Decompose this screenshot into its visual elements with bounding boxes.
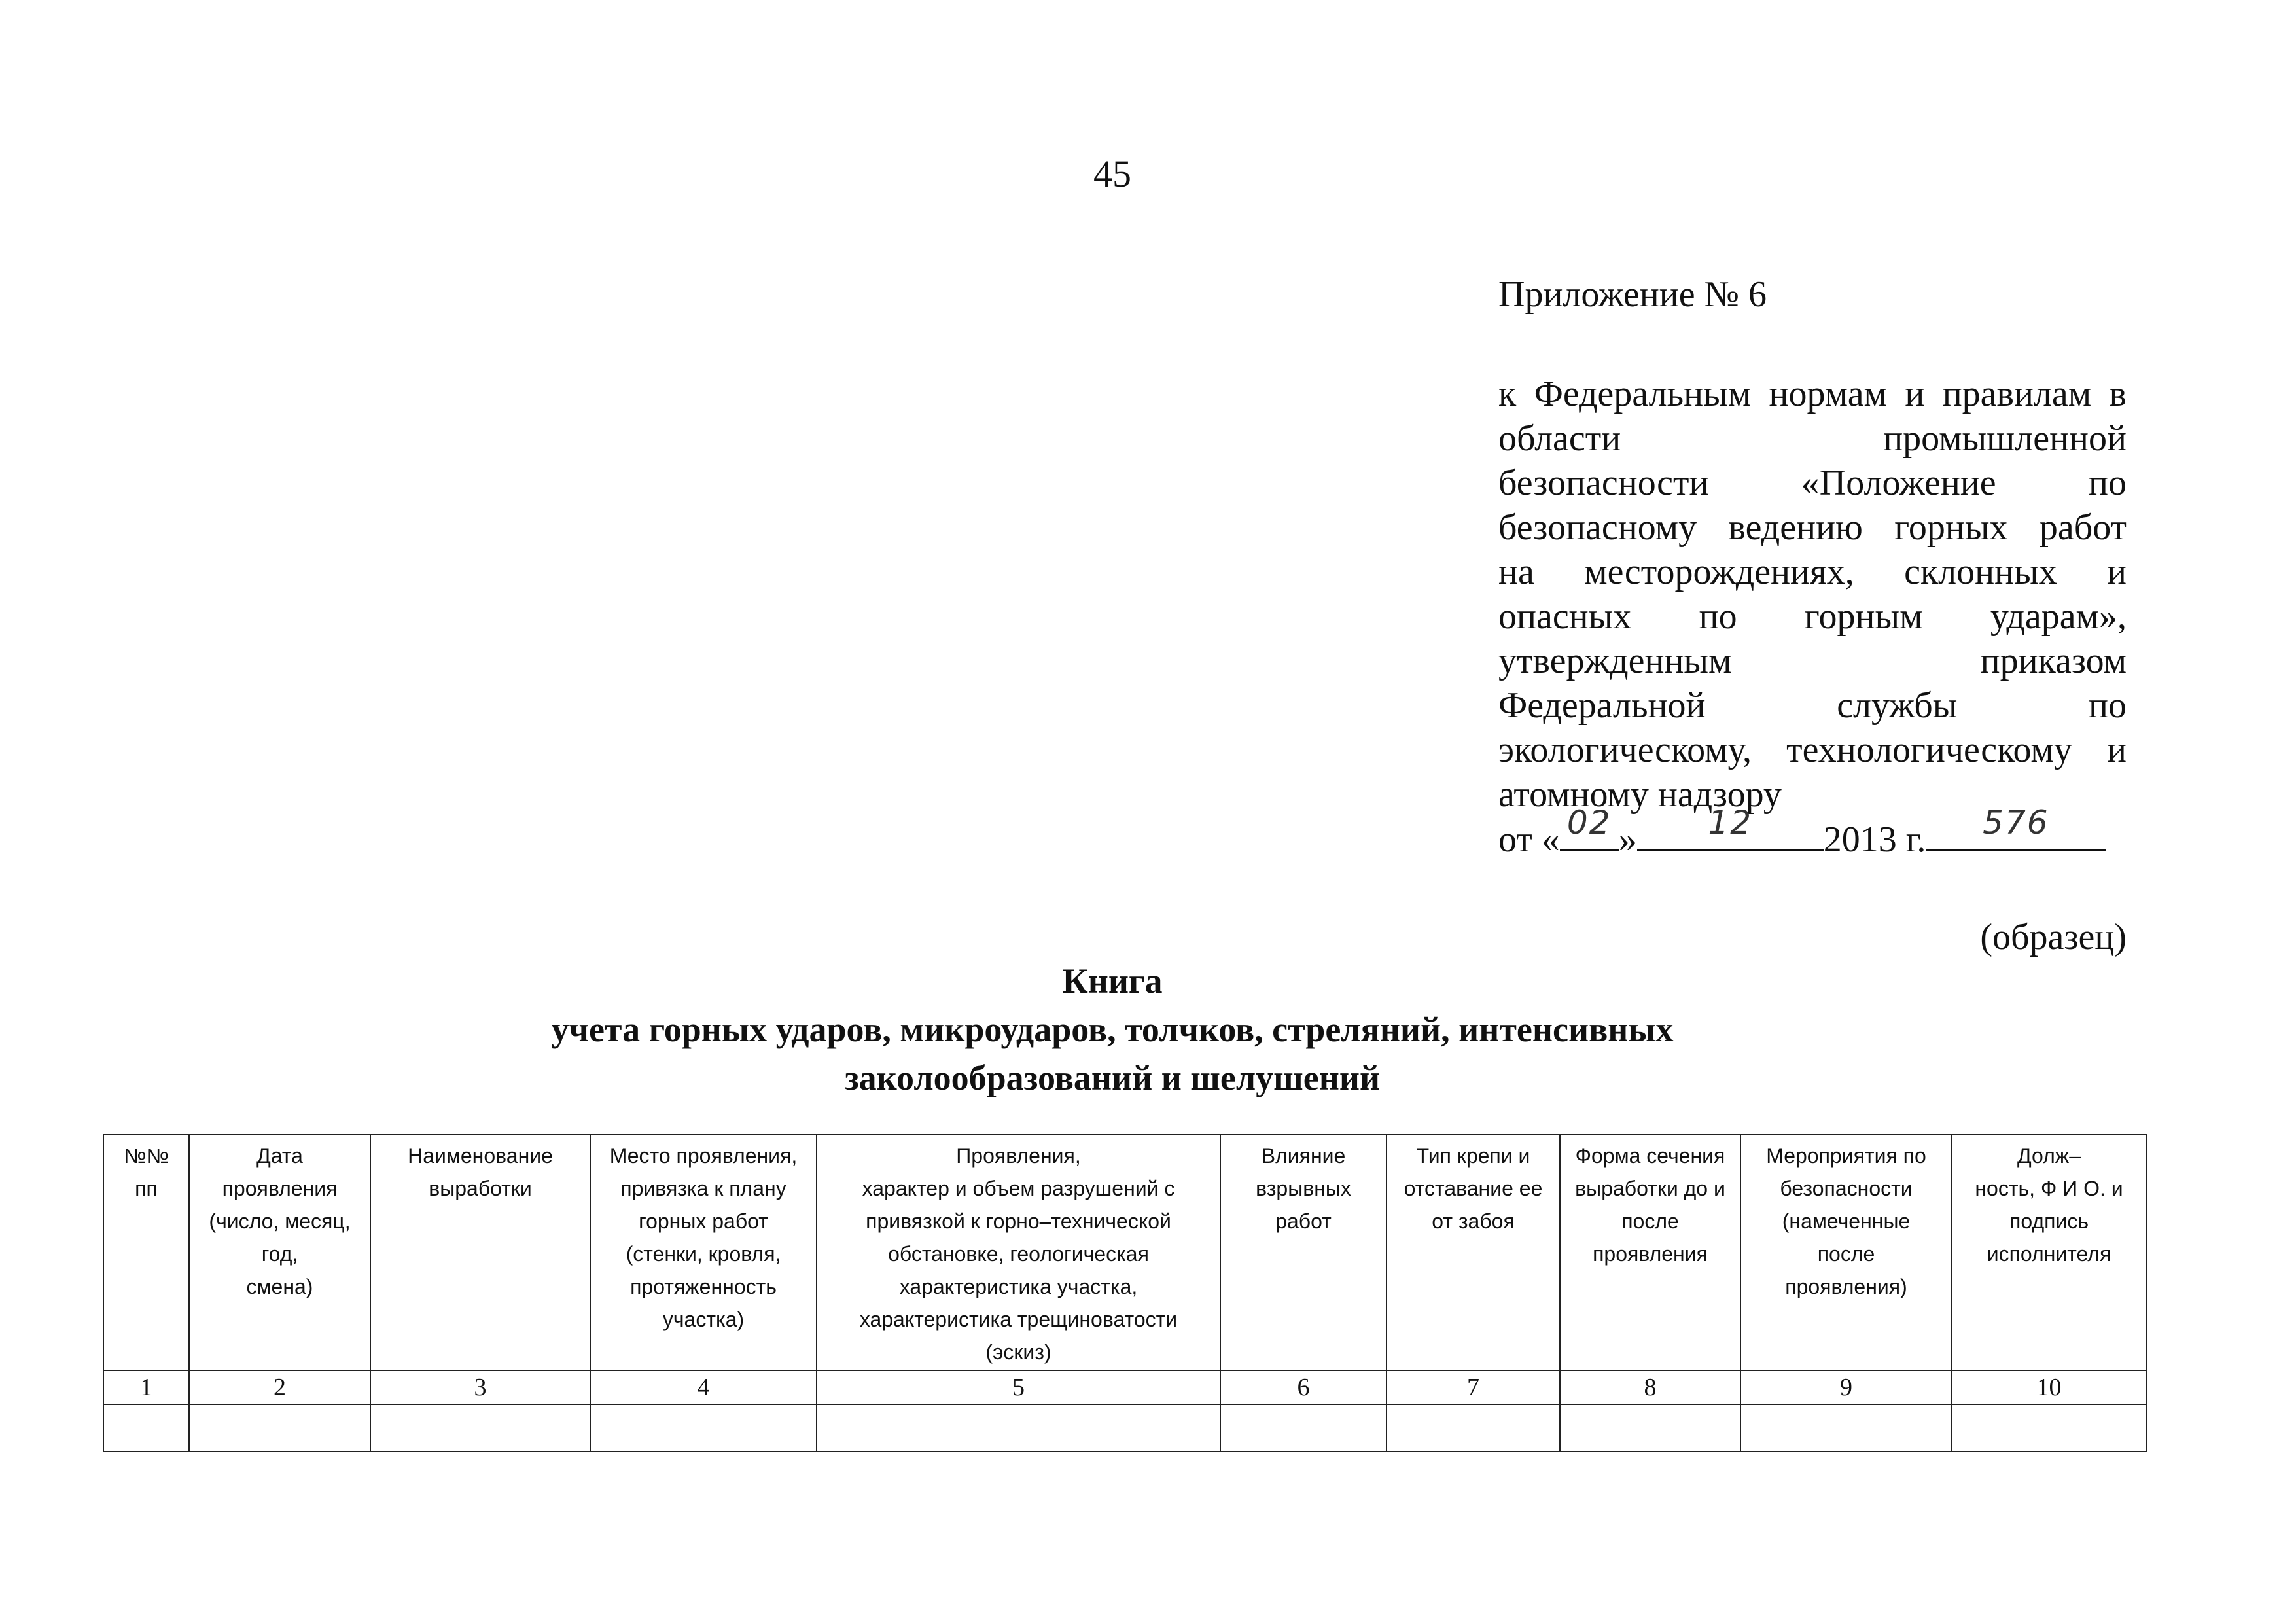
book-heading-line1: Книга xyxy=(1062,961,1163,1001)
empty-cell xyxy=(817,1404,1220,1452)
book-heading-line2: учета горных ударов, микроударов, толчков, стреляний, интенсивных xyxy=(551,1010,1674,1049)
date-prefix: от « xyxy=(1498,819,1560,860)
book-heading xyxy=(327,957,1898,1102)
sample-note: (образец) xyxy=(1980,917,2127,957)
header-cell: Долж– ность, Ф И О. и подпись исполнителя xyxy=(1952,1135,2146,1370)
book-heading-line3: заколообразований и шелушений xyxy=(844,1058,1381,1097)
appendix-line: области промышленной xyxy=(1498,418,2127,459)
order-date-line xyxy=(1498,804,2127,863)
date-month-blank xyxy=(1637,804,1824,851)
appendix-line: атомному надзору xyxy=(1498,774,1782,815)
empty-entry-row xyxy=(103,1404,2146,1452)
column-number-cell: 7 xyxy=(1386,1370,1560,1404)
empty-cell xyxy=(590,1404,817,1452)
column-number-cell: 6 xyxy=(1220,1370,1386,1404)
header-cell: Дата проявления (число, месяц, год, смена) xyxy=(189,1135,370,1370)
appendix-line: утвержденным приказом xyxy=(1498,641,2127,681)
appendix-line: безопасному ведению горных работ xyxy=(1498,507,2127,548)
appendix-line: экологическому, технологическому и xyxy=(1498,730,2127,770)
appendix-line: безопасности «Положение по xyxy=(1498,463,2127,503)
appendix-line: Федеральной службы по xyxy=(1498,685,2127,726)
empty-cell xyxy=(189,1404,370,1452)
date-month: 12 xyxy=(1708,804,1753,842)
header-cell: Наименование выработки xyxy=(370,1135,590,1370)
column-number-cell: 8 xyxy=(1560,1370,1740,1404)
appendix-title: Приложение № 6 xyxy=(1498,274,1767,315)
date-day: 02 xyxy=(1566,804,1612,842)
column-number-cell: 10 xyxy=(1952,1370,2146,1404)
date-day-blank xyxy=(1560,804,1619,851)
appendix-line: к Федеральным нормам и правилам в xyxy=(1498,374,2127,414)
column-number-cell: 3 xyxy=(370,1370,590,1404)
column-number-cell: 1 xyxy=(103,1370,189,1404)
table-header-row xyxy=(103,1135,2146,1370)
empty-cell xyxy=(1386,1404,1560,1452)
header-cell: №№ пп xyxy=(103,1135,189,1370)
appendix-line: на месторождениях, склонных и xyxy=(1498,552,2127,592)
header-cell: Место проявления, привязка к плану горных работ (стенки, кровля, протяженность участка) xyxy=(590,1135,817,1370)
date-close: » xyxy=(1618,819,1637,860)
journal-table xyxy=(103,1134,2147,1452)
appendix-block xyxy=(1498,372,2127,863)
header-cell: Тип крепи и отставание ее от забоя xyxy=(1386,1135,1560,1370)
column-number-cell: 4 xyxy=(590,1370,817,1404)
column-number-cell: 5 xyxy=(817,1370,1220,1404)
header-cell: Мероприятия по безопасности (намеченные после проявления) xyxy=(1740,1135,1952,1370)
empty-cell xyxy=(1560,1404,1740,1452)
header-cell: Проявления, характер и объем разрушений с привязкой к горно–технической обстановке, геологическая характеристика участка, характеристика трещиноватости (эскиз) xyxy=(817,1135,1220,1370)
header-cell: Форма сечения выработки до и после проявления xyxy=(1560,1135,1740,1370)
column-number-row xyxy=(103,1370,2146,1404)
empty-cell xyxy=(103,1404,189,1452)
appendix-line: опасных по горным ударам», xyxy=(1498,596,2127,637)
date-year: 2013 г. xyxy=(1823,819,1926,860)
order-number: 576 xyxy=(1983,804,2049,842)
column-number-cell: 2 xyxy=(189,1370,370,1404)
empty-cell xyxy=(1220,1404,1386,1452)
order-number-blank xyxy=(1926,804,2106,851)
empty-cell xyxy=(1952,1404,2146,1452)
empty-cell xyxy=(370,1404,590,1452)
empty-cell xyxy=(1740,1404,1952,1452)
header-cell: Влияние взрывных работ xyxy=(1220,1135,1386,1370)
column-number-cell: 9 xyxy=(1740,1370,1952,1404)
page-number: 45 xyxy=(1093,152,1131,195)
